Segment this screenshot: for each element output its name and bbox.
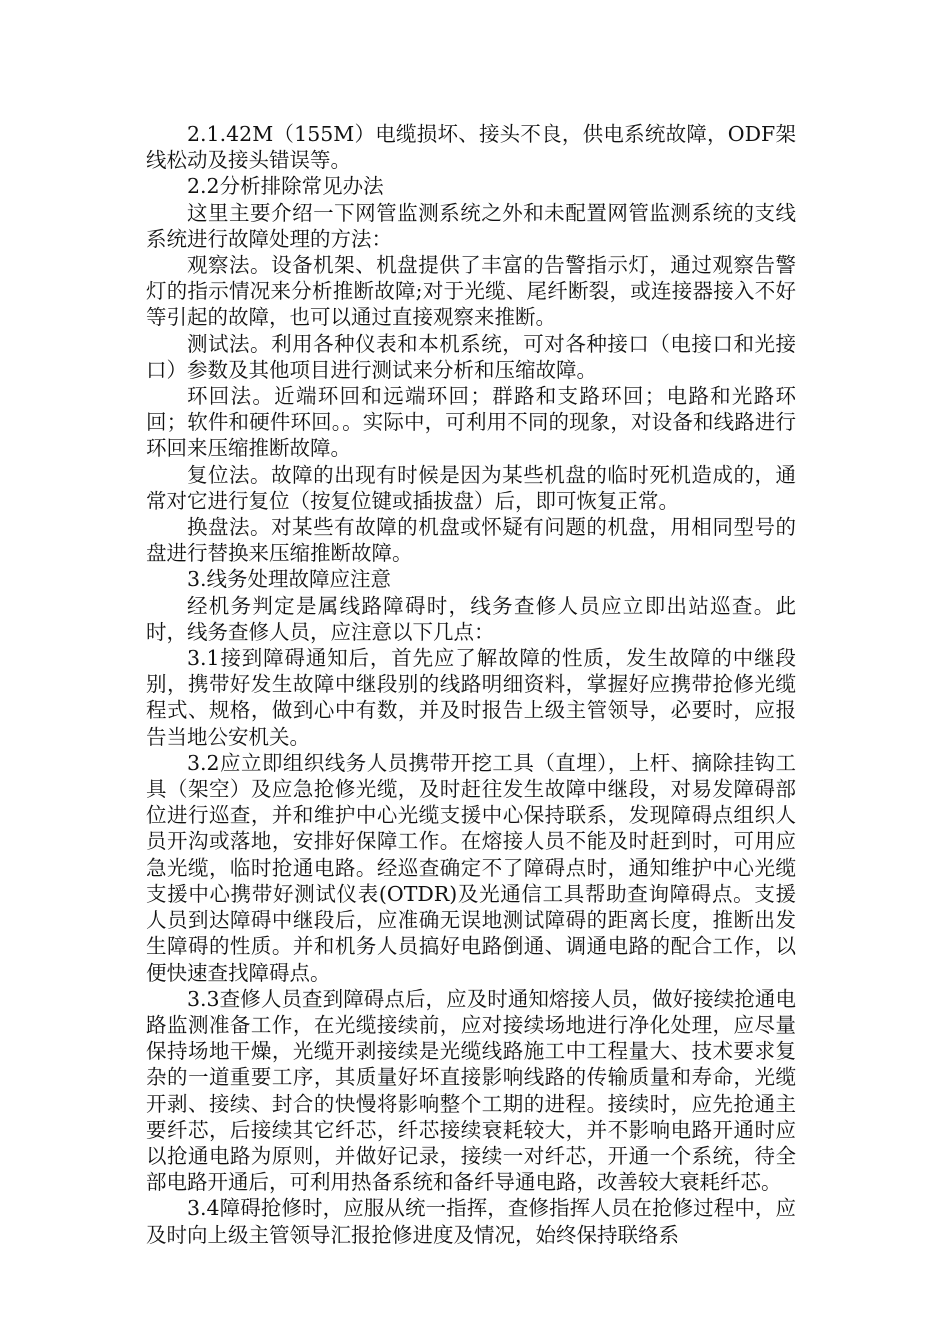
paragraph-3-1: 3.1接到障碍通知后，首先应了解故障的性质，发生故障的中继段别，携带好发生故障中继段别的线路明细资料，掌握好应携带抢修光缆程式、规格，做到心中有数，并及时报告上级主管领导，必要时，应报告当地公安机关。 — [146, 646, 796, 749]
paragraph-intro: 这里主要介绍一下网管监测系统之外和未配置网管监测系统的支线系统进行故障处理的方法： — [146, 200, 796, 251]
paragraph-observation-method: 观察法。设备机架、机盘提供了丰富的告警指示灯，通过观察告警灯的指示情况来分析推断故障;对于光缆、尾纤断裂，或连接器接入不好等引起的故障，也可以通过直接观察来推断。 — [146, 253, 796, 330]
paragraph-3-4: 3.4障碍抢修时，应服从统一指挥，查修指挥人员在抢修过程中，应及时向上级主管领导汇报抢修进度及情况，始终保持联络系 — [146, 1196, 796, 1247]
paragraph-3-3: 3.3查修人员查到障碍点后，应及时通知熔接人员，做好接续抢通电路监测准备工作，在光缆接续前，应对接续场地进行净化处理，应尽量保持场地干燥，光缆开剥接续是光缆线路施工中工程量大、技术要求复杂的一道重要工序，其质量好坏直接影响线路的传输质量和寿命，光缆开剥、接续、封合的快慢将影响整个工期的进程。接续时，应先抢通主要纤芯，后接续其它纤芯，纤芯接续衰耗较大，并不影响电路开通时应以抢通电路为原则，并做好记录，接续一对纤芯，开通一个系统，待全部电路开通后，可利用热备系统和备纤导通电路，改善较大衰耗纤芯。 — [146, 986, 796, 1195]
paragraph-test-method: 测试法。利用各种仪表和本机系统，可对各种接口（电接口和光接口）参数及其他项目进行测试来分析和压缩故障。 — [146, 331, 796, 382]
paragraph-3-2: 3.2应立即组织线务人员携带开挖工具（直埋），上杆、摘除挂钩工具（架空）及应急抢修光缆，及时赶往发生故障中继段，对易发障碍部位进行巡查，并和维护中心光缆支援中心保持联系，发现障碍点组织人员开沟或落地，安排好保障工作。在熔接人员不能及时赶到时，可用应急光缆，临时抢通电路。经巡查确定不了障碍点时，通知维护中心光缆支援中心携带好测试仪表(OTDR)及光通信工具帮助查询障碍点。支援人员到达障碍中继段后，应准确无误地测试障碍的距离长度，推断出发生障碍的性质。并和机务人员搞好电路倒通、调通电路的配合工作，以便快速查找障碍点。 — [146, 750, 796, 985]
heading-3: 3.线务处理故障应注意 — [187, 567, 392, 592]
paragraph-reset-method: 复位法。故障的出现有时候是因为某些机盘的临时死机造成的，通常对它进行复位（按复位键或插拔盘）后，即可恢复正常。 — [146, 462, 796, 513]
paragraph-line-inspection: 经机务判定是属线路障碍时，线务查修人员应立即出站巡查。此时，线务查修人员，应注意以下几点： — [146, 593, 796, 644]
heading-2-2: 2.2分析排除常见办法 — [187, 174, 384, 199]
document-body — [146, 121, 796, 1248]
paragraph-loopback-method: 环回法。近端环回和远端环回；群路和支路环回；电路和光路环回；软件和硬件环回。。实际中，可利用不同的现象，对设备和线路进行环回来压缩推断故障。 — [146, 384, 796, 461]
paragraph-2-1-4: 2.1.42M（155M）电缆损坏、接头不良，供电系统故障，ODF架线松动及接头错误等。 — [146, 122, 796, 173]
paragraph-swap-method: 换盘法。对某些有故障的机盘或怀疑有问题的机盘，用相同型号的盘进行替换来压缩推断故障。 — [146, 515, 796, 566]
